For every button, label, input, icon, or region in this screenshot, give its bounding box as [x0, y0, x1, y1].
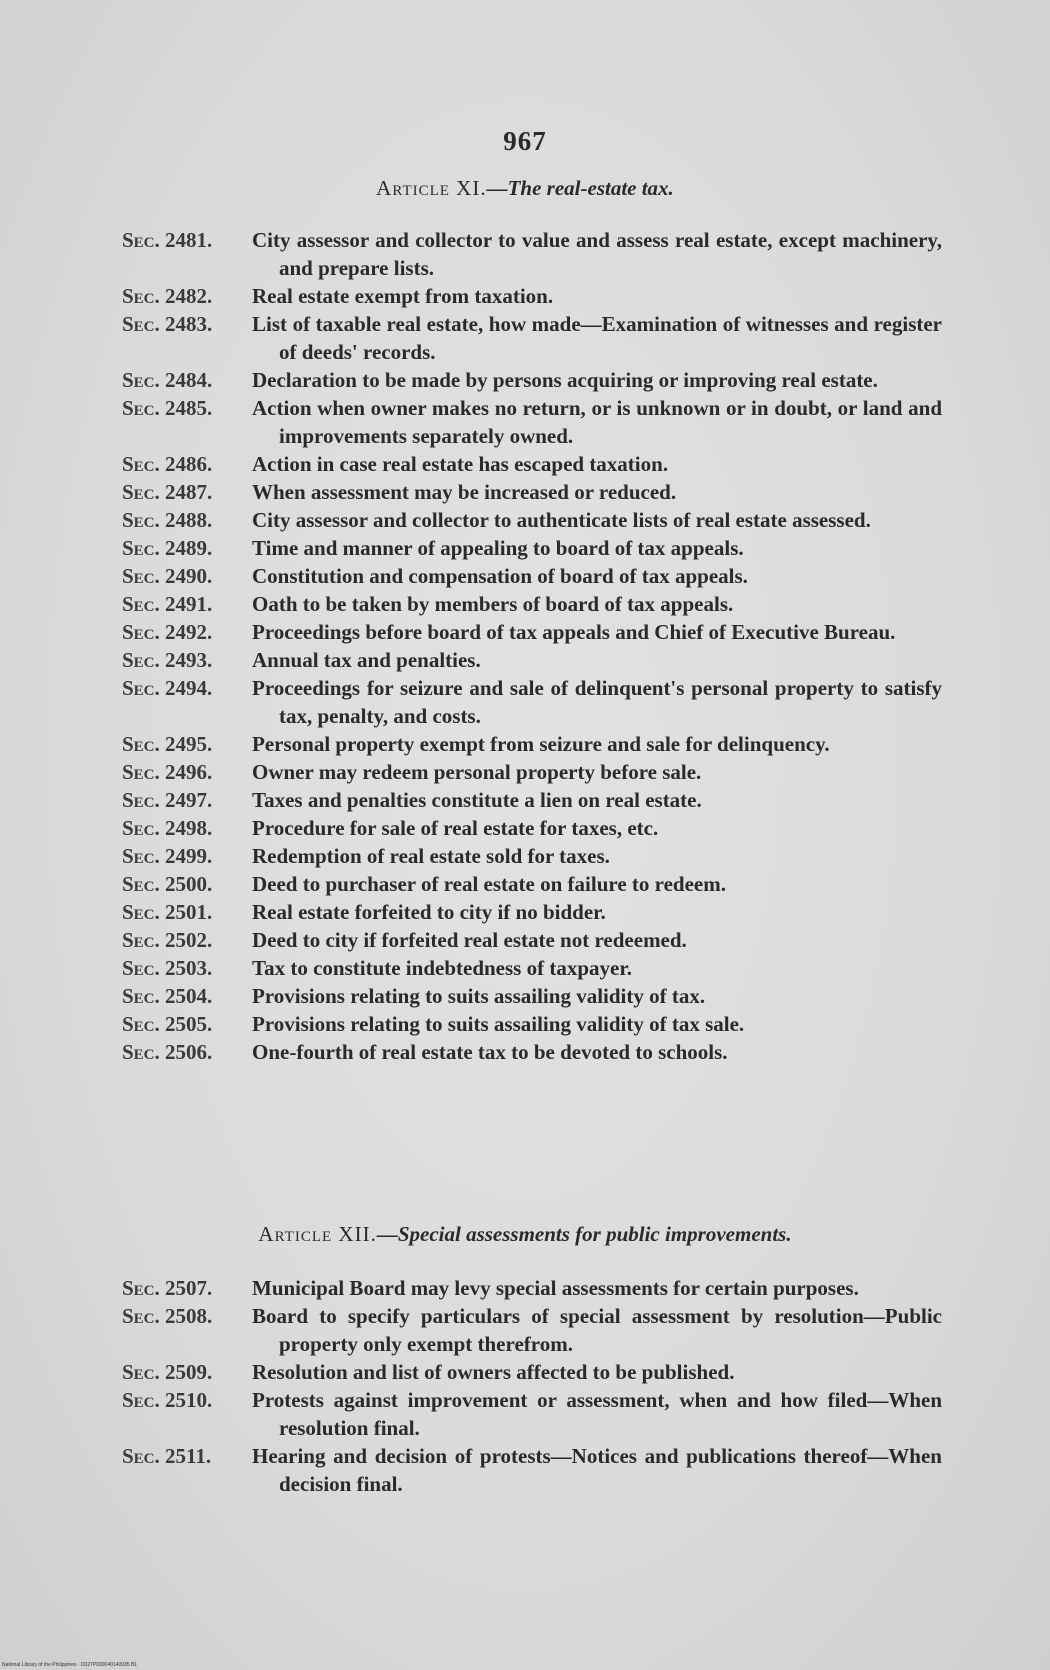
section-title: Protests against improvement or assessment, when and how filed—When resolution final.: [252, 1388, 942, 1440]
section-title: Action when owner makes no return, or is unknown or in doubt, or land and improvements separately owned.: [252, 396, 942, 448]
section-entry: [122, 646, 942, 674]
section-number: Sec. 2495.: [122, 732, 213, 756]
section-entry: [122, 1358, 942, 1386]
section-entry: [122, 786, 942, 814]
section-entry: [122, 1010, 942, 1038]
article-heading: [0, 1222, 1050, 1247]
section-entry: [122, 870, 942, 898]
section-title: One-fourth of real estate tax to be devoted to schools.: [252, 1040, 728, 1064]
section-number: Sec. 2490.: [122, 564, 213, 588]
section-number: Sec. 2497.: [122, 788, 213, 812]
section-title: Board to specify particulars of special assessment by resolution—Public property only exempt therefrom.: [252, 1304, 942, 1356]
scan-footer-note: National Library of the Philippines · D027P000040140935 B1: [2, 1662, 138, 1668]
section-entry: [122, 758, 942, 786]
section-entry: [122, 898, 942, 926]
section-entry: [122, 1442, 942, 1498]
section-entry: [122, 226, 942, 282]
section-entry: [122, 618, 942, 646]
section-entry: [122, 1386, 942, 1442]
section-title: Proceedings before board of tax appeals and Chief of Executive Bureau.: [252, 620, 896, 644]
article-title: —The real-estate tax.: [486, 176, 674, 200]
section-number: Sec. 2503.: [122, 956, 213, 980]
section-entry: [122, 534, 942, 562]
section-number: Sec. 2511.: [122, 1444, 212, 1468]
section-number: Sec. 2482.: [122, 284, 213, 308]
article-number: Article XII.: [258, 1222, 377, 1246]
section-entry: [122, 982, 942, 1010]
section-title: Deed to city if forfeited real estate not redeemed.: [252, 928, 687, 952]
article-title: —Special assessments for public improvements.: [376, 1222, 792, 1246]
section-entry: [122, 506, 942, 534]
section-title: Personal property exempt from seizure and sale for delinquency.: [252, 732, 830, 756]
section-entry: [122, 562, 942, 590]
section-number: Sec. 2484.: [122, 368, 213, 392]
section-title: Constitution and compensation of board of tax appeals.: [252, 564, 748, 588]
section-number: Sec. 2486.: [122, 452, 213, 476]
section-entry: [122, 1274, 942, 1302]
section-title: Taxes and penalties constitute a lien on real estate.: [252, 788, 702, 812]
section-number: Sec. 2489.: [122, 536, 213, 560]
section-entry: [122, 366, 942, 394]
section-number: Sec. 2501.: [122, 900, 213, 924]
section-entry: [122, 450, 942, 478]
section-list: [122, 226, 942, 1066]
section-entry: [122, 954, 942, 982]
section-number: Sec. 2498.: [122, 816, 213, 840]
section-number: Sec. 2483.: [122, 312, 213, 336]
section-title: Time and manner of appealing to board of tax appeals.: [252, 536, 744, 560]
section-entry: [122, 842, 942, 870]
section-title: Provisions relating to suits assailing validity of tax sale.: [252, 1012, 745, 1036]
section-title: Procedure for sale of real estate for taxes, etc.: [252, 816, 659, 840]
section-entry: [122, 590, 942, 618]
section-title: City assessor and collector to value and assess real estate, except machinery, and prepare lists.: [252, 228, 942, 280]
section-title: Real estate exempt from taxation.: [252, 284, 554, 308]
section-list: [122, 1274, 942, 1498]
section-number: Sec. 2500.: [122, 872, 213, 896]
section-entry: [122, 394, 942, 450]
section-number: Sec. 2510.: [122, 1388, 213, 1412]
section-title: Action in case real estate has escaped taxation.: [252, 452, 669, 476]
section-title: Annual tax and penalties.: [252, 648, 481, 672]
article-heading: [0, 176, 1050, 201]
section-number: Sec. 2494.: [122, 676, 213, 700]
section-number: Sec. 2502.: [122, 928, 213, 952]
section-number: Sec. 2488.: [122, 508, 213, 532]
section-number: Sec. 2509.: [122, 1360, 213, 1384]
section-number: Sec. 2492.: [122, 620, 213, 644]
section-entry: [122, 730, 942, 758]
section-number: Sec. 2506.: [122, 1040, 213, 1064]
section-number: Sec. 2493.: [122, 648, 213, 672]
section-title: Resolution and list of owners affected to be published.: [252, 1360, 735, 1384]
section-entry: [122, 282, 942, 310]
section-number: Sec. 2507.: [122, 1276, 213, 1300]
section-entry: [122, 310, 942, 366]
section-title: Municipal Board may levy special assessments for certain purposes.: [252, 1276, 859, 1300]
page-number: 967: [503, 126, 547, 156]
section-title: Provisions relating to suits assailing validity of tax.: [252, 984, 706, 1008]
section-title: Tax to constitute indebtedness of taxpayer.: [252, 956, 632, 980]
section-entry: [122, 814, 942, 842]
section-title: Redemption of real estate sold for taxes.: [252, 844, 610, 868]
section-number: Sec. 2499.: [122, 844, 213, 868]
section-title: City assessor and collector to authenticate lists of real estate assessed.: [252, 508, 871, 532]
section-title: Owner may redeem personal property before sale.: [252, 760, 702, 784]
section-number: Sec. 2487.: [122, 480, 213, 504]
section-title: When assessment may be increased or reduced.: [252, 480, 677, 504]
section-title: Declaration to be made by persons acquiring or improving real estate.: [252, 368, 878, 392]
section-number: Sec. 2496.: [122, 760, 213, 784]
section-title: Hearing and decision of protests—Notices and publications thereof—When decision final.: [252, 1444, 942, 1496]
section-entry: [122, 926, 942, 954]
section-number: Sec. 2504.: [122, 984, 213, 1008]
section-title: List of taxable real estate, how made—Examination of witnesses and register of deeds' records.: [252, 312, 942, 364]
section-title: Proceedings for seizure and sale of delinquent's personal property to satisfy tax, penalty, and costs.: [252, 676, 942, 728]
section-number: Sec. 2508.: [122, 1304, 213, 1328]
section-title: Real estate forfeited to city if no bidder.: [252, 900, 606, 924]
section-number: Sec. 2481.: [122, 228, 213, 252]
section-entry: [122, 674, 942, 730]
section-title: Deed to purchaser of real estate on failure to redeem.: [252, 872, 726, 896]
section-entry: [122, 1038, 942, 1066]
section-number: Sec. 2505.: [122, 1012, 213, 1036]
article-number: Article XI.: [376, 176, 487, 200]
section-entry: [122, 478, 942, 506]
section-number: Sec. 2491.: [122, 592, 213, 616]
section-number: Sec. 2485.: [122, 396, 213, 420]
section-title: Oath to be taken by members of board of tax appeals.: [252, 592, 734, 616]
section-entry: [122, 1302, 942, 1358]
